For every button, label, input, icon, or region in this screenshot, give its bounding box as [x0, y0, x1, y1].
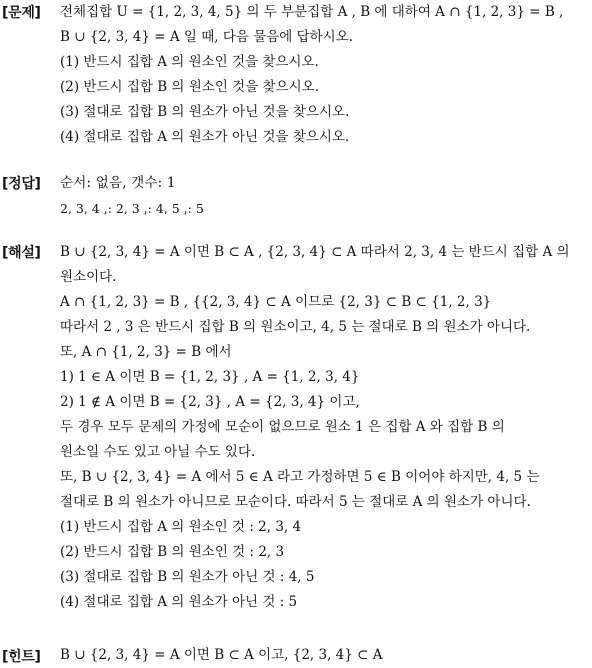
solution-line: 따라서 2 , 3 은 반드시 집합 B 의 원소이고, 4, 5 는 절대로 B 의 원소가 아니다.: [60, 319, 531, 335]
solution-line: 원소일 수도 있고 아닐 수도 있다.: [60, 444, 256, 460]
solution-line: B ∪ {2, 3, 4} = A 이면 B ⊂ A , {2, 3, 4} ⊂ A 따라서 2, 3, 4 는 반드시 집합 A 의: [60, 244, 570, 260]
answer-body: [60, 171, 590, 221]
solution-line: 2) 1 ∉ A 이면 B = {2, 3} , A = {2, 3, 4} 이고,: [60, 394, 360, 410]
solution-line: (1) 반드시 집합 A 의 원소인 것 : 2, 3, 4: [60, 519, 302, 535]
hint-tag: [힌트]: [2, 649, 41, 665]
problem-line: (4) 절대로 집합 A 의 원소가 아닌 것을 찾으시오.: [60, 129, 350, 145]
answer-order-count: 순서: 없음, 갯수: 1: [60, 175, 176, 191]
solution-line: 절대로 B 의 원소가 아니므로 모순이다. 따라서 5 는 절대로 A 의 원소가 아니다.: [60, 494, 531, 510]
problem-body: [60, 0, 590, 150]
solution-line: 또, B ∪ {2, 3, 4} = A 에서 5 ∈ A 라고 가정하면 5 ∈ B 이어야 하지만, 4, 5 는: [60, 469, 540, 485]
answer-values: 2, 3, 4 ,: 2, 3 ,: 4, 5 ,: 5: [60, 201, 204, 216]
problem-tag: [문제]: [2, 5, 41, 21]
solution-line: 두 경우 모두 문제의 가정에 모순이 없으므로 원소 1 은 집합 A 와 집합 B 의: [60, 419, 505, 435]
hint-body: [60, 643, 590, 668]
problem-line: 전체집합 U = {1, 2, 3, 4, 5} 의 두 부분집합 A , B 에 대하여 A ∩ {1, 2, 3} = B ,: [60, 4, 564, 20]
solution-line: (4) 절대로 집합 A 의 원소가 아닌 것 : 5: [60, 594, 298, 610]
solution-line: A ∩ {1, 2, 3} = B , {{2, 3, 4} ⊂ A 이므로 {2, 3} ⊂ B ⊂ {1, 2, 3}: [60, 294, 492, 310]
solution-tag: [해설]: [2, 245, 41, 261]
problem-line: (2) 반드시 집합 B 의 원소인 것을 찾으시오.: [60, 79, 319, 95]
solution-line: (3) 절대로 집합 B 의 원소가 아닌 것 : 4, 5: [60, 569, 315, 585]
problem-line: B ∪ {2, 3, 4} = A 일 때, 다음 물음에 답하시오.: [60, 29, 354, 45]
solution-line: 1) 1 ∈ A 이면 B = {1, 2, 3} , A = {1, 2, 3, 4}: [60, 369, 360, 385]
problem-line: (1) 반드시 집합 A 의 원소인 것을 찾으시오.: [60, 54, 319, 70]
solution-line: 원소이다.: [60, 269, 117, 285]
solution-line: 또, A ∩ {1, 2, 3} = B 에서: [60, 344, 232, 360]
problem-line: (3) 절대로 집합 B 의 원소가 아닌 것을 찾으시오.: [60, 104, 350, 120]
solution-line: (2) 반드시 집합 B 의 원소인 것 : 2, 3: [60, 544, 285, 560]
answer-tag: [정답]: [2, 176, 41, 192]
hint-line: B ∪ {2, 3, 4} = A 이면 B ⊂ A 이고, {2, 3, 4} ⊂ A: [60, 647, 383, 663]
solution-body: [60, 240, 590, 615]
